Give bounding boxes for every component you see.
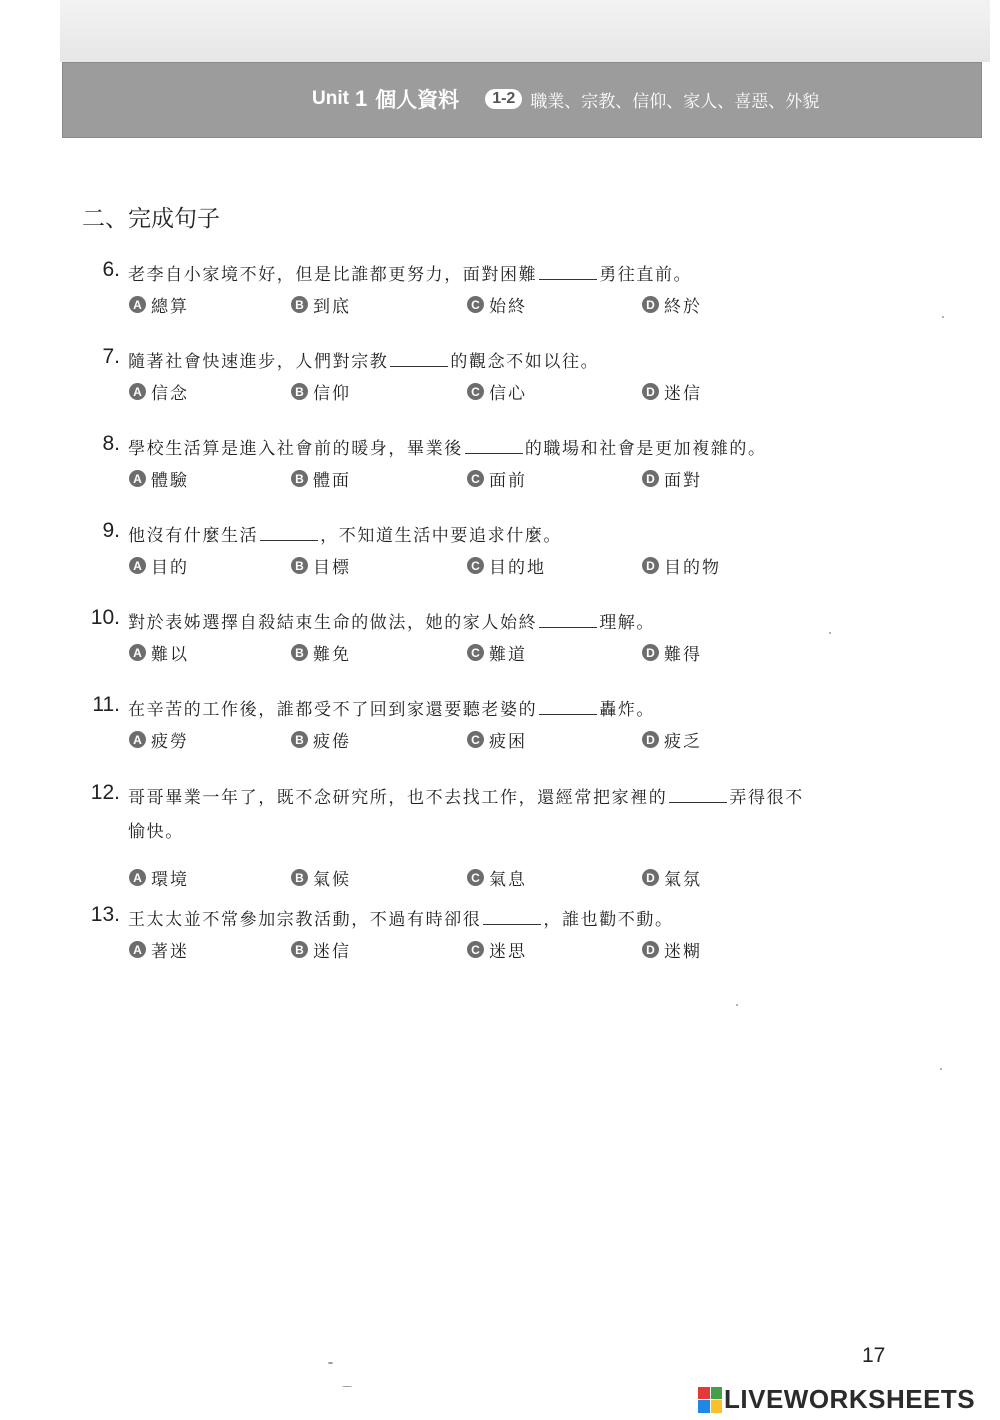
option-text: 疲乏 <box>664 732 702 752</box>
option-c[interactable] <box>467 865 527 890</box>
question-text <box>128 783 804 808</box>
option-b[interactable] <box>291 292 351 317</box>
logo-square-green <box>711 1387 723 1400</box>
question-text-after: 的觀念不如以往。 <box>450 352 600 372</box>
option-text: 疲勞 <box>151 732 189 752</box>
unit-header-content <box>312 84 819 114</box>
question-text-after: ，不知道生活中要追求什麼。 <box>320 526 563 546</box>
option-letter-a: A <box>129 869 146 886</box>
question-number: 13. <box>90 903 120 926</box>
answer-blank[interactable] <box>539 265 597 280</box>
question-text-continued: 愉快。 <box>128 822 184 842</box>
option-c[interactable] <box>467 553 546 578</box>
option-text: 面對 <box>664 471 702 491</box>
option-letter-a: A <box>129 731 146 748</box>
unit-header-bar <box>62 62 982 138</box>
scan-speck <box>342 1386 352 1387</box>
option-letter-d: D <box>642 731 659 748</box>
option-text: 迷信 <box>313 942 351 962</box>
scan-speck <box>736 1004 738 1006</box>
question-line <box>0 606 1000 640</box>
option-text: 難得 <box>664 645 702 665</box>
question-text <box>128 695 655 720</box>
options-row <box>0 865 1000 899</box>
question-line <box>0 258 1000 292</box>
option-text: 總算 <box>151 297 189 317</box>
option-letter-b: B <box>291 941 308 958</box>
question-6 <box>0 258 1000 326</box>
option-letter-b: B <box>291 869 308 886</box>
option-text: 信念 <box>151 384 189 404</box>
option-d[interactable] <box>642 379 702 404</box>
question-text-after: ，誰也勸不動。 <box>543 910 674 930</box>
option-text: 疲倦 <box>313 732 351 752</box>
options-row <box>0 292 1000 326</box>
option-letter-a: A <box>129 383 146 400</box>
option-letter-a: A <box>129 470 146 487</box>
option-letter-c: C <box>467 470 484 487</box>
option-b[interactable] <box>291 553 351 578</box>
question-text <box>128 521 562 546</box>
question-8 <box>0 432 1000 500</box>
question-text <box>128 347 599 372</box>
question-number: 9. <box>102 519 120 542</box>
option-letter-d: D <box>642 869 659 886</box>
question-text-before: 在辛苦的工作後，誰都受不了回到家還要聽老婆的 <box>128 700 538 720</box>
option-text: 目的地 <box>489 558 546 578</box>
option-text: 到底 <box>313 297 351 317</box>
option-letter-d: D <box>642 941 659 958</box>
option-text: 環境 <box>151 870 189 890</box>
question-text <box>128 608 655 633</box>
option-d[interactable] <box>642 937 702 962</box>
option-letter-a: A <box>129 296 146 313</box>
option-letter-d: D <box>642 296 659 313</box>
option-letter-b: B <box>291 470 308 487</box>
question-text-after: 理解。 <box>599 613 656 633</box>
options-row <box>0 553 1000 587</box>
option-letter-c: C <box>467 383 484 400</box>
option-d[interactable] <box>642 292 702 317</box>
unit-label: Unit <box>312 88 349 109</box>
question-line <box>0 432 1000 466</box>
question-line <box>0 345 1000 379</box>
question-text <box>128 905 674 930</box>
question-number: 6. <box>102 258 120 281</box>
options-row <box>0 379 1000 413</box>
scan-speck <box>328 1362 333 1364</box>
question-7 <box>0 345 1000 413</box>
option-letter-d: D <box>642 383 659 400</box>
scan-speck <box>940 1068 942 1070</box>
option-letter-d: D <box>642 557 659 574</box>
options-row <box>0 937 1000 971</box>
lesson-badge: 1-2 <box>485 89 522 109</box>
scan-speck <box>829 632 831 634</box>
option-text: 迷信 <box>664 384 702 404</box>
option-b[interactable] <box>291 727 351 752</box>
question-text-before: 隨著社會快速進步，人們對宗教 <box>128 352 389 372</box>
option-text: 氣息 <box>489 870 527 890</box>
question-text-before: 學校生活算是進入社會前的暖身，畢業後 <box>128 439 463 459</box>
answer-blank[interactable] <box>465 439 523 454</box>
question-text-after: 轟炸。 <box>599 700 656 720</box>
liveworksheets-logo-icon <box>698 1387 722 1413</box>
question-text-before: 王太太並不常參加宗教活動，不過有時卻很 <box>128 910 482 930</box>
answer-blank[interactable] <box>539 700 597 715</box>
option-a[interactable] <box>129 292 189 317</box>
option-letter-d: D <box>642 470 659 487</box>
question-line <box>0 693 1000 727</box>
answer-blank[interactable] <box>539 613 597 628</box>
option-letter-c: C <box>467 644 484 661</box>
watermark-brand: LIVEWORKSHEETS <box>724 1384 976 1414</box>
option-a[interactable] <box>129 553 189 578</box>
unit-number: 1 <box>354 86 368 111</box>
option-d[interactable] <box>642 727 702 752</box>
liveworksheets-watermark <box>698 1384 975 1415</box>
option-letter-b: B <box>291 383 308 400</box>
question-number: 10. <box>90 606 120 629</box>
answer-blank[interactable] <box>669 788 727 803</box>
question-line <box>0 903 1000 937</box>
scan-top-edge <box>60 0 990 62</box>
option-letter-a: A <box>129 941 146 958</box>
question-number: 8. <box>102 432 120 455</box>
lesson-topics: 職業、宗教、信仰、家人、喜惡、外貌 <box>530 91 820 112</box>
option-d[interactable] <box>642 865 702 890</box>
option-text: 迷糊 <box>664 942 702 962</box>
logo-square-blue <box>698 1400 710 1413</box>
option-text: 體驗 <box>151 471 189 491</box>
option-text: 面前 <box>489 471 527 491</box>
option-c[interactable] <box>467 727 527 752</box>
page-number: 17 <box>862 1344 886 1367</box>
options-row <box>0 640 1000 674</box>
option-letter-a: A <box>129 644 146 661</box>
option-letter-b: B <box>291 296 308 313</box>
question-11 <box>0 693 1000 761</box>
option-a[interactable] <box>129 466 189 491</box>
option-text: 疲困 <box>489 732 527 752</box>
question-text-after: 勇往直前。 <box>599 265 693 285</box>
option-letter-c: C <box>467 869 484 886</box>
option-text: 難以 <box>151 645 189 665</box>
option-text: 目標 <box>313 558 351 578</box>
question-text-before: 他沒有什麼生活 <box>128 526 259 546</box>
option-text: 迷思 <box>489 942 527 962</box>
option-text: 信仰 <box>313 384 351 404</box>
question-text <box>128 434 767 459</box>
option-text: 體面 <box>313 471 351 491</box>
question-number: 7. <box>102 345 120 368</box>
scan-speck <box>942 316 944 318</box>
option-a[interactable] <box>129 379 189 404</box>
option-letter-a: A <box>129 557 146 574</box>
options-row <box>0 466 1000 500</box>
question-text-before: 哥哥畢業一年了，既不念研究所，也不去找工作，還經常把家裡的 <box>128 788 668 808</box>
unit-title: 個人資料 <box>375 88 460 112</box>
logo-square-yellow <box>711 1400 723 1413</box>
question-number: 11. <box>92 693 120 716</box>
option-a[interactable] <box>129 937 189 962</box>
option-letter-c: C <box>467 557 484 574</box>
option-letter-b: B <box>291 731 308 748</box>
option-letter-b: B <box>291 644 308 661</box>
answer-blank[interactable] <box>260 526 318 541</box>
option-text: 始終 <box>489 297 527 317</box>
option-c[interactable] <box>467 292 527 317</box>
option-c[interactable] <box>467 640 527 665</box>
question-text-before: 老李自小家境不好，但是比誰都更努力，面對困難 <box>128 265 538 285</box>
option-text: 氣候 <box>313 870 351 890</box>
question-text-after: 的職場和社會是更加複雜的。 <box>524 439 767 459</box>
option-d[interactable] <box>642 553 721 578</box>
section-title: 二、完成句子 <box>82 206 220 232</box>
question-text <box>128 260 692 285</box>
option-letter-c: C <box>467 941 484 958</box>
option-text: 目的 <box>151 558 189 578</box>
option-c[interactable] <box>467 379 527 404</box>
question-10 <box>0 606 1000 674</box>
option-letter-c: C <box>467 296 484 313</box>
logo-square-red <box>698 1387 710 1400</box>
option-a[interactable] <box>129 640 189 665</box>
option-c[interactable] <box>467 466 527 491</box>
option-b[interactable] <box>291 466 351 491</box>
option-c[interactable] <box>467 937 527 962</box>
option-text: 氣氛 <box>664 870 702 890</box>
question-text-after: 弄得很不 <box>729 788 804 808</box>
option-letter-b: B <box>291 557 308 574</box>
option-text: 目的物 <box>664 558 721 578</box>
option-letter-c: C <box>467 731 484 748</box>
option-text: 著迷 <box>151 942 189 962</box>
question-12 <box>0 781 1000 899</box>
option-b[interactable] <box>291 379 351 404</box>
question-line <box>0 781 1000 815</box>
option-text: 信心 <box>489 384 527 404</box>
option-text: 難道 <box>489 645 527 665</box>
option-letter-d: D <box>642 644 659 661</box>
question-13 <box>0 903 1000 971</box>
answer-blank[interactable] <box>390 352 448 367</box>
option-text: 難免 <box>313 645 351 665</box>
option-d[interactable] <box>642 640 702 665</box>
options-row <box>0 727 1000 761</box>
option-b[interactable] <box>291 640 351 665</box>
option-b[interactable] <box>291 937 351 962</box>
question-9 <box>0 519 1000 587</box>
question-number: 12. <box>90 781 120 804</box>
option-d[interactable] <box>642 466 702 491</box>
answer-blank[interactable] <box>483 910 541 925</box>
option-a[interactable] <box>129 865 189 890</box>
question-line-2 <box>0 815 1000 865</box>
question-line <box>0 519 1000 553</box>
option-a[interactable] <box>129 727 189 752</box>
option-text: 終於 <box>664 297 702 317</box>
option-b[interactable] <box>291 865 351 890</box>
question-text-before: 對於表姊選擇自殺結束生命的做法，她的家人始終 <box>128 613 538 633</box>
